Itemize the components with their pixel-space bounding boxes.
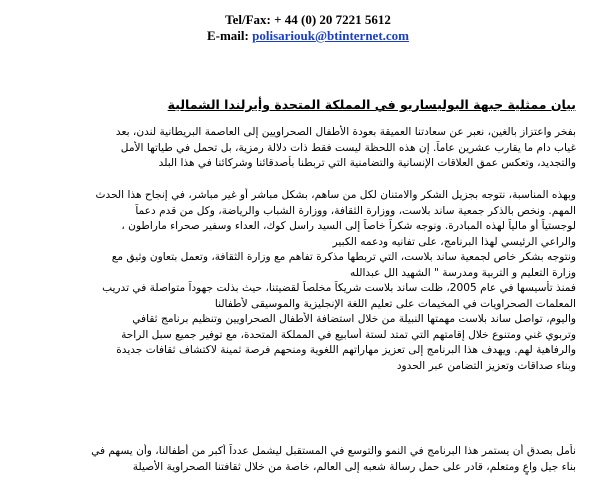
text-line: والتجديد، وتعكس عمق العلاقات الإنسانية والتضامنية التي تربطنا بأصدقائنا وشركائنا في هذا البلد [158,157,576,169]
text-line: لوجستياً أو مالياً لهذه المبادرة. ونوجه شكراً خاصاً إلى السيد راسل كوك، العداء وسفير صحراء ماراطون ، [121,220,576,232]
document-title: بيان ممثلية جبهة البوليساريو في المملكة المتحدة وأيرلندا الشمالية [167,97,576,112]
text-line: المهم. ونخص بالذكر جمعية ساند بلاست، ووزارة الثقافة، ووزارة الشباب والرياضة، وكل من قدم دعماً [135,204,576,217]
text-line: ونتوجه بشكر خاص لجمعية ساند بلاست، التي تربطها مذكرة تفاهم مع وزارة الثقافة، وتعمل بتعاون وثيق مع [111,251,576,263]
text-line: وبهذه المناسبة، نتوجه بجزيل الشكر والامتنان لكل من ساهم، بشكل مباشر أو غير مباشر، في إنجاح هذا الحدث [95,189,576,201]
paragraph-2 [32,188,576,374]
paragraph-3 [32,444,576,475]
email-label: E-mail: [206,28,253,43]
email-line [0,28,616,44]
text-line: والرفاهية لهم. ويهدف هذا البرنامج إلى تعزيز مهاراتهم اللغوية ومنحهم فرصة ثمينة لاكتشاف ثقافات جديدة [116,344,576,356]
text-line: وبناء صداقات وتعزيز التضامن عبر الحدود [396,359,576,372]
email-link[interactable]: polisariouk@btinternet.com [252,28,410,43]
text-line: والراعي الرئيسي لهذا البرنامج، على تفانيه ودعمه الكبير [332,235,576,248]
text-line: واليوم، تواصل ساند بلاست مهمتها النبيلة من خلال استضافة الأطفال الصحراويين وتنظيم برنامج ثقافي [132,313,576,325]
text-line: فمنذ تأسيسها في عام 2005، ظلت ساند بلاست شريكاً مخلصاً لقضيتنا، حيث بذلت جهوداً متواصلة في تدريب [102,282,576,294]
text-line: بفخر واعتزاز بالغين، نعبر عن سعادتنا العميقة بعودة الأطفال الصحراويين إلى العاصمة البريطانية لندن، بعد [115,126,576,138]
text-line: وزارة التعليم و التربية ومدرسة " الشهيد الل عبدالله [350,266,576,279]
text-line: بناء جيل واعٍ ومتعلم، قادر على حمل رسالة شعبه إلى العالم، خاصة من خلال ثقافتنا الصحراوية الأصيلة [132,460,576,473]
text-line: المعلمات الصحراويات في المخيمات على تعليم اللغة الإنجليزية والموسيقى لأطفالنا [214,297,576,310]
paragraph-1 [32,125,576,172]
tel-fax-line: Tel/Fax: + 44 (0) 20 7221 5612 [225,12,391,27]
text-line: غياب دام ما يقارب عشرين عاماً. إن هذه اللحظة ليست فقط ذات دلالة رمزية، بل تحمل في طياتها الأمل [120,141,576,154]
text-line: نأمل بصدق أن يستمر هذا البرنامج في النمو والتوسع في المستقبل ليشمل عدداً أكبر من أطفالنا، وأن يسهم في [91,445,576,457]
text-line: وتربوي غني ومتنوع خلال إقامتهم التي تمتد لستة أسابيع في المملكة المتحدة، مع توفير جميع سبل الراحة [121,328,576,341]
